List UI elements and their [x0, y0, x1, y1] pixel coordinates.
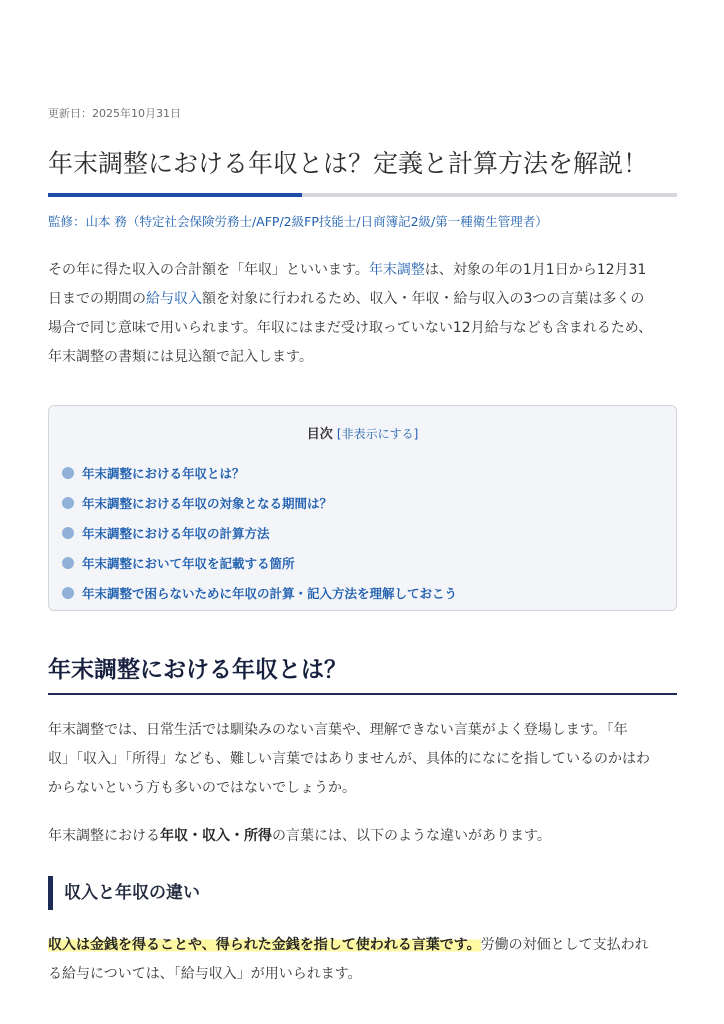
toc-link[interactable]: 年末調整における年収の計算方法 [82, 526, 270, 541]
toc-item[interactable] [62, 488, 457, 518]
paragraph-line [48, 931, 677, 960]
highlighted-text: 収入は金銭を得ることや、得られた金銭を指して使われる言葉です。 [48, 937, 481, 953]
paragraph-line: 収」「収入」「所得」なども、難しい言葉ではありませんが、具体的になにを指しているのかはわ [48, 751, 650, 767]
page-title: 年末調整における年収とは？定義と計算方法を解説！ [48, 149, 649, 178]
section-paragraph-2 [48, 822, 551, 851]
toc-link[interactable]: 年末調整で困らないために年収の計算・記入方法を理解しておこう [82, 586, 458, 601]
paragraph-line: る給与については、「給与収入」が用いられます。 [48, 966, 362, 982]
toc-link[interactable]: 年末調整における年収とは？ [82, 466, 245, 481]
intro-text: 日までの期間の [48, 291, 146, 307]
intro-line-4: 年末調整の書類には見込額で記入します。 [48, 349, 313, 365]
salary-income-link[interactable]: 給与収入 [146, 291, 202, 307]
paragraph-text: 労働の対価として支払われ [480, 937, 649, 953]
table-of-contents [48, 405, 677, 611]
section-heading: 年末調整における年収とは？ [48, 657, 347, 683]
toc-item[interactable] [62, 548, 457, 578]
bullet-icon [62, 587, 74, 599]
toc-item[interactable] [62, 518, 457, 548]
bullet-icon [62, 527, 74, 539]
section-heading-rule [48, 693, 677, 695]
updated-date: 更新日：2025年10月31日 [48, 107, 181, 120]
intro-line-3: 場合で同じ意味で用いられます。年収にはまだ受け取っていない12月給与なども含まれるため、 [48, 320, 653, 336]
intro-text: 額を対象に行われるため、収入・年収・給与収入の3つの言葉は多くの [202, 291, 645, 307]
supervisor-credit: 監修：山本 務（特定社会保険労務士/AFP/2級FP技能士/日商簿記2級/第一種衛生管理者） [48, 214, 548, 229]
section-paragraph-1 [48, 716, 677, 803]
toc-item[interactable] [62, 458, 457, 488]
toc-link[interactable]: 年末調整における年収の対象となる期間は？ [82, 496, 333, 511]
paragraph-text: 年末調整における [48, 828, 160, 844]
bullet-icon [62, 467, 74, 479]
bullet-icon [62, 557, 74, 569]
title-underline [48, 193, 677, 197]
toc-item[interactable] [62, 578, 457, 608]
paragraph-line: からないという方も多いのではないでしょうか。 [48, 780, 356, 796]
toc-hide-toggle[interactable]: [非表示にする] [336, 427, 419, 441]
title-underline-accent [48, 193, 302, 197]
section-paragraph-3 [48, 931, 677, 989]
toc-header [49, 424, 676, 445]
intro-paragraph [48, 256, 677, 372]
bullet-icon [62, 497, 74, 509]
toc-title: 目次 [306, 427, 333, 442]
intro-text: は、対象の年の1月1日から12月31 [424, 262, 647, 278]
intro-text: その年に得た収入の合計額を「年収」といいます。 [48, 262, 369, 278]
subsection-heading: 収入と年収の違い [48, 876, 200, 910]
toc-link[interactable]: 年末調整において年収を記載する箇所 [82, 556, 295, 571]
paragraph-line: 年末調整では、日常生活では馴染みのない言葉や、理解できない言葉がよく登場します。「年 [48, 722, 628, 738]
intro-line-2 [48, 285, 677, 314]
bold-terms: 年収・収入・所得 [160, 828, 272, 844]
intro-line-1 [48, 256, 677, 285]
paragraph-text: の言葉には、以下のような違いがあります。 [272, 828, 551, 844]
toc-list [62, 458, 457, 608]
year-end-adjustment-link[interactable]: 年末調整 [368, 262, 425, 278]
